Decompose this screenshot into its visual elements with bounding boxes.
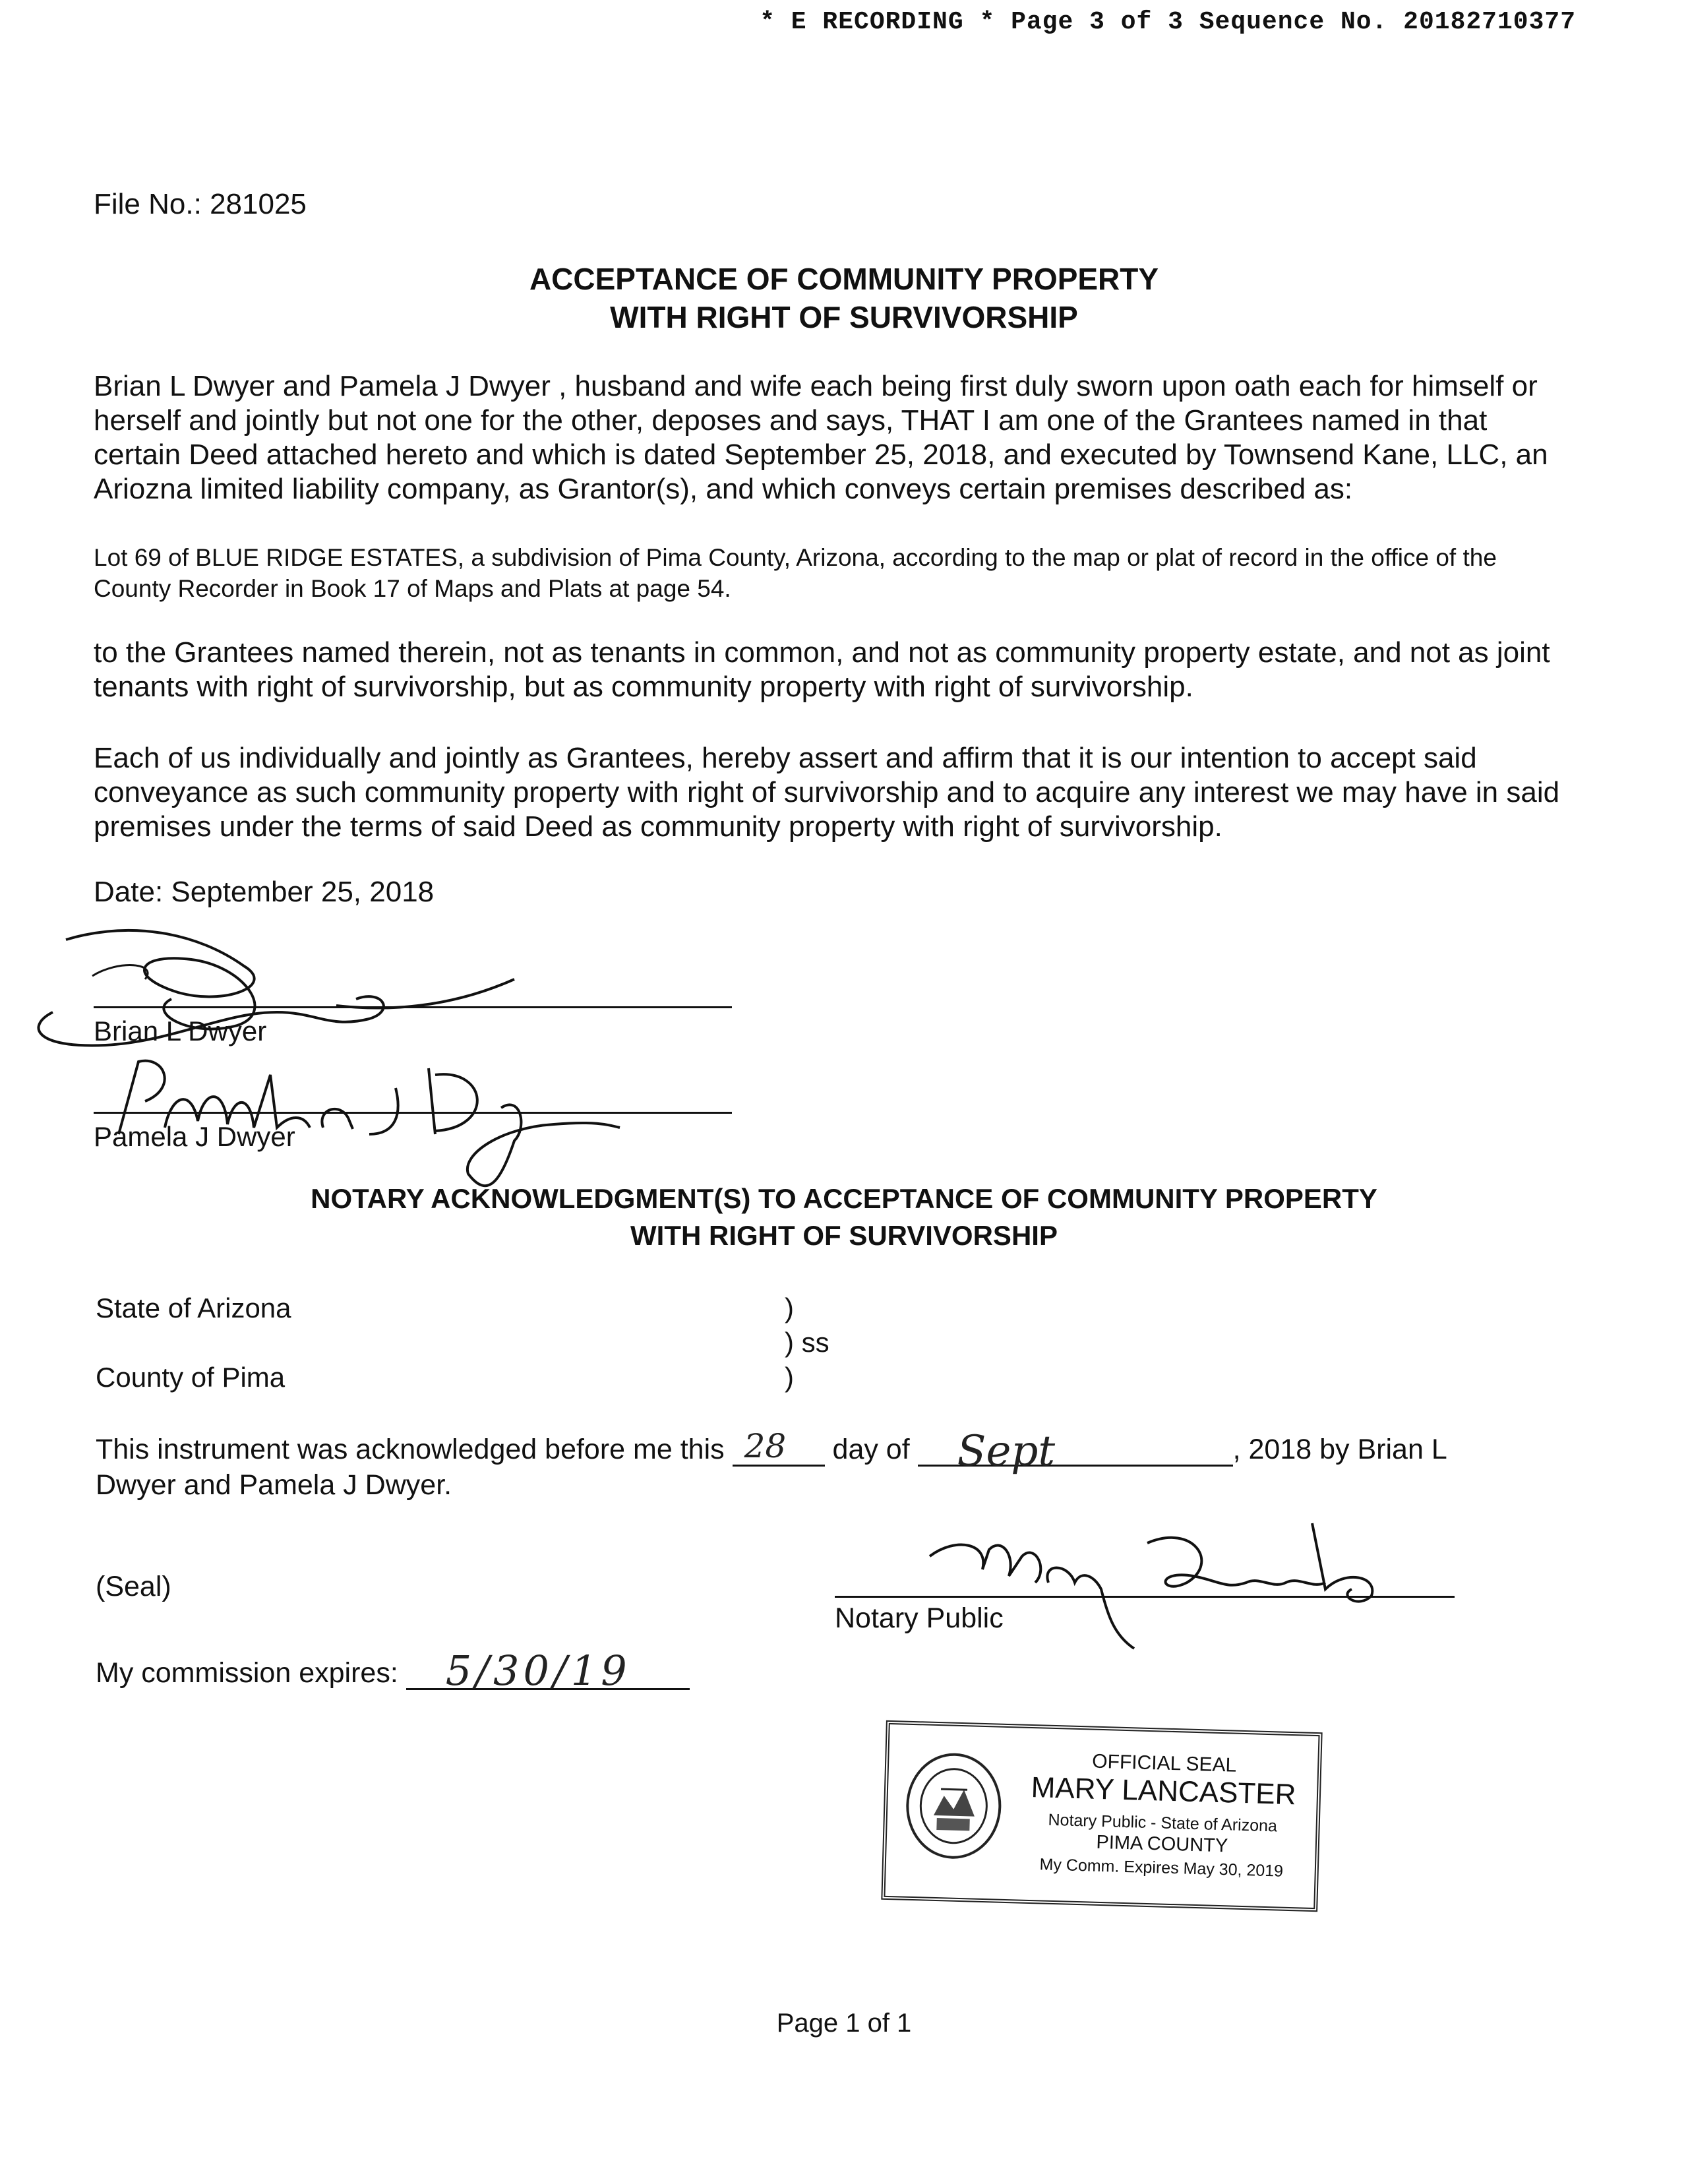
commission-expires (96, 1647, 690, 1695)
ack-day-handwritten: 28 (744, 1427, 787, 1465)
document-title (0, 260, 1688, 336)
official-seal-stamp (881, 1720, 1322, 1912)
file-number (94, 188, 307, 221)
date-label: Date: (94, 876, 164, 908)
paragraph-grantees: Brian L Dwyer and Pamela J Dwyer , husband and wife each being first duly sworn upon oath each for himself or herself and jointly but not one for the other, deposes and says, THAT I am one of the Grantees named in that certain Deed attached hereto and which is dated September 25, 2018, and executed by Townsend Kane, LLC, an Ariozna limited liability company, as Grantor(s), and which conveys certain premises described as: (94, 370, 1548, 505)
seal-expiration: My Comm. Expires May 30, 2019 (1039, 1855, 1284, 1881)
paragraph-affirmation: Each of us individually and jointly as Grantees, hereby assert and affirm that it is our intention to accept said conveyance as such community property with right of survivorship and to acquire any interest we may have in said premises under the terms of said Deed as community property with right of survivorship. (94, 742, 1560, 843)
document-title-line1: ACCEPTANCE OF COMMUNITY PROPERTY (529, 262, 1159, 296)
ack-day-blank (733, 1427, 825, 1467)
venue-paren-bottom: ) (785, 1362, 794, 1393)
venue-state: State of Arizona (96, 1292, 291, 1323)
recording-header: * E RECORDING * Page 3 of 3 Sequence No. 20182710377 (760, 8, 1576, 36)
notary-public-label: Notary Public (835, 1602, 1004, 1634)
signature-line-pamela (94, 1112, 732, 1114)
seal-heading: OFFICIAL SEAL (1091, 1750, 1237, 1776)
signer-name-brian: Brian L Dwyer (94, 1016, 267, 1046)
arizona-state-seal-emblem (899, 1749, 1008, 1864)
commission-handwritten: 5/30/19 (445, 1647, 631, 1695)
notary-signature (917, 1510, 1404, 1662)
seal-notary-state: Notary Public - State of Arizona (1048, 1810, 1278, 1836)
venue-paren-ss: ) ss (785, 1327, 829, 1358)
legal-description: Lot 69 of BLUE RIDGE ESTATES, a subdivision of Pima County, Arizona, according to the map or plat of record in the office of the County Recorder in Book 17 of Maps and Plats at page 54. (94, 544, 1497, 602)
paragraph-tenancy: to the Grantees named therein, not as tenants in common, and not as community property estate, and not as joint tenants with right of survivorship, but as community property with right of survivorship. (94, 636, 1550, 703)
venue-county: County of Pima (96, 1362, 286, 1393)
document-title-line2: WITH RIGHT OF SURVIVORSHIP (610, 300, 1078, 334)
notary-title-line1: NOTARY ACKNOWLEDGMENT(S) TO ACCEPTANCE OF COMMUNITY PROPERTY (311, 1183, 1377, 1214)
ack-prefix: This instrument was acknowledged before me this (96, 1434, 725, 1465)
file-number-label: File No.: (94, 188, 202, 220)
commission-blank (406, 1647, 690, 1695)
seal-notary-name: MARY LANCASTER (1031, 1771, 1297, 1811)
file-number-value: 281025 (210, 188, 307, 220)
signer-name-pamela: Pamela J Dwyer (94, 1121, 295, 1152)
seal-county: PIMA COUNTY (1096, 1831, 1228, 1857)
venue-paren-top: ) (785, 1292, 794, 1323)
ack-line2: Dwyer and Pamela J Dwyer. (96, 1469, 452, 1501)
notary-title-line2: WITH RIGHT OF SURVIVORSHIP (630, 1220, 1058, 1251)
seal-label: (Seal) (96, 1571, 171, 1602)
page-footer: Page 1 of 1 (776, 2009, 912, 2038)
date-line (94, 876, 434, 909)
ack-suffix: , 2018 by Brian L (1232, 1434, 1447, 1465)
notary-acknowledgment-title (0, 1180, 1688, 1254)
signature-line-brian (94, 1006, 732, 1008)
ack-month-handwritten: Sept (957, 1427, 1056, 1476)
ack-day-of: day of (832, 1434, 910, 1465)
commission-label: My commission expires: (96, 1657, 398, 1689)
acknowledgment-sentence (96, 1427, 1612, 1476)
date-value: September 25, 2018 (171, 876, 435, 908)
ack-month-blank (918, 1427, 1233, 1476)
